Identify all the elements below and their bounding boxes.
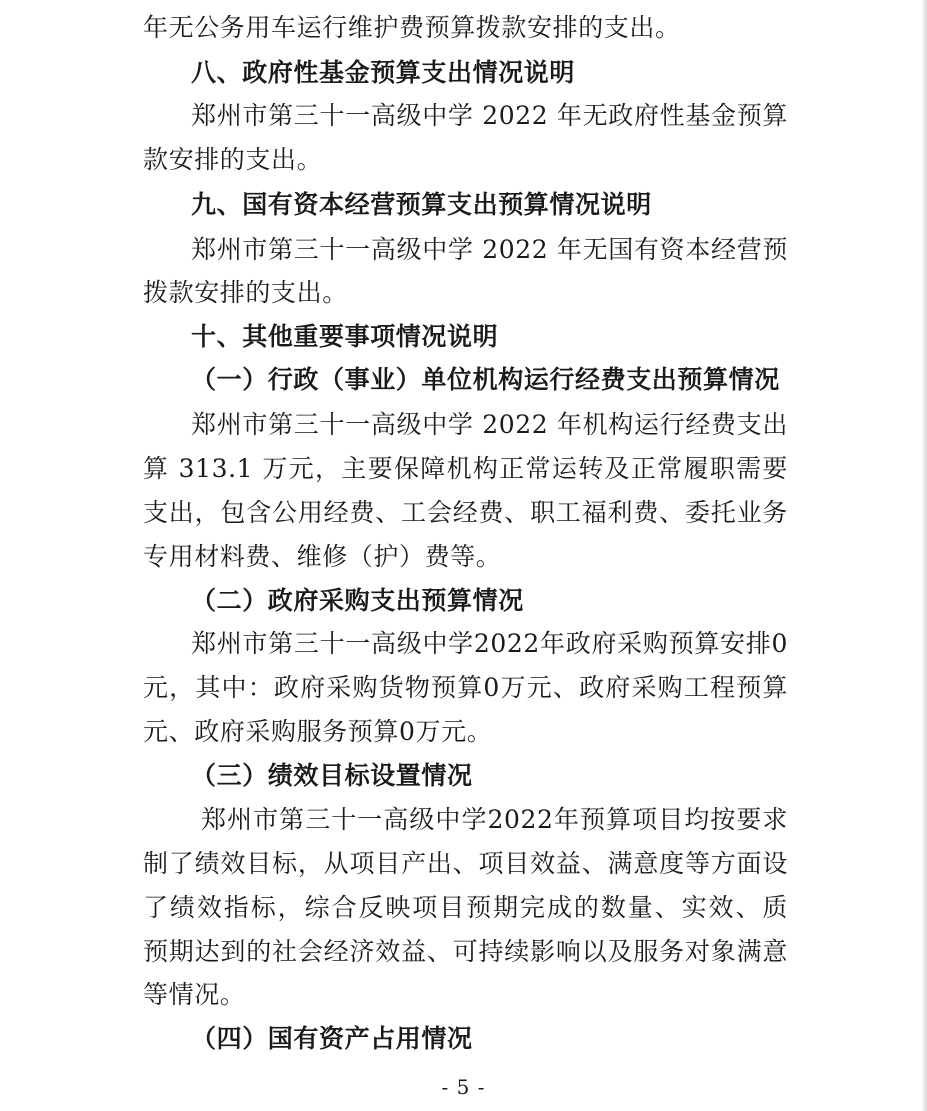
page-number: - 5 - xyxy=(441,1075,486,1099)
paragraph-line: 元、政府采购服务预算0万元。 xyxy=(143,717,493,746)
paragraph-line: 款安排的支出。 xyxy=(143,145,323,174)
paragraph-line: 郑州市第三十一高级中学 2022 年无政府性基金预算 xyxy=(191,101,788,130)
paragraph-line: 了绩效指标，综合反映项目预期完成的数量、实效、质 xyxy=(143,893,788,922)
section-heading-9: 九、国有资本经营预算支出预算情况说明 xyxy=(191,190,652,219)
paragraph-line: 年无公务用车运行维护费预算拨款安排的支出。 xyxy=(143,13,681,42)
paragraph-line: 支出，包含公用经费、工会经费、职工福利费、委托业务 xyxy=(143,498,788,527)
paragraph-line: 专用材料费、维修（护）费等。 xyxy=(143,542,502,571)
paragraph-line: 元，其中：政府采购货物预算0万元、政府采购工程预算 xyxy=(143,673,788,702)
paragraph-line: 郑州市第三十一高级中学2022年预算项目均按要求 xyxy=(201,805,788,834)
paragraph-line: 算 313.1 万元，主要保障机构正常运转及正常履职需要 xyxy=(143,454,788,483)
paragraph-line: 拨款安排的支出。 xyxy=(143,278,348,307)
subsection-heading-3: （三）绩效目标设置情况 xyxy=(191,761,473,790)
section-heading-10: 十、其他重要事项情况说明 xyxy=(191,322,499,351)
section-heading-8: 八、政府性基金预算支出情况说明 xyxy=(191,58,576,87)
paragraph-line: 预期达到的社会经济效益、可持续影响以及服务对象满意 xyxy=(143,937,788,966)
paragraph-line: 郑州市第三十一高级中学 2022 年机构运行经费支出 xyxy=(191,410,788,439)
paragraph-line: 郑州市第三十一高级中学 2022 年无国有资本经营预 xyxy=(191,235,788,264)
paragraph-line: 郑州市第三十一高级中学2022年政府采购预算安排0 xyxy=(191,629,788,658)
paragraph-line: 制了绩效目标，从项目产出、项目效益、满意度等方面设 xyxy=(143,849,788,878)
page-edge xyxy=(921,0,927,1111)
paragraph-line: 等情况。 xyxy=(143,980,246,1009)
subsection-heading-2: （二）政府采购支出预算情况 xyxy=(191,586,524,615)
subsection-heading-1: （一）行政（事业）单位机构运行经费支出预算情况 xyxy=(191,365,780,394)
subsection-heading-4: （四）国有资产占用情况 xyxy=(191,1024,473,1053)
